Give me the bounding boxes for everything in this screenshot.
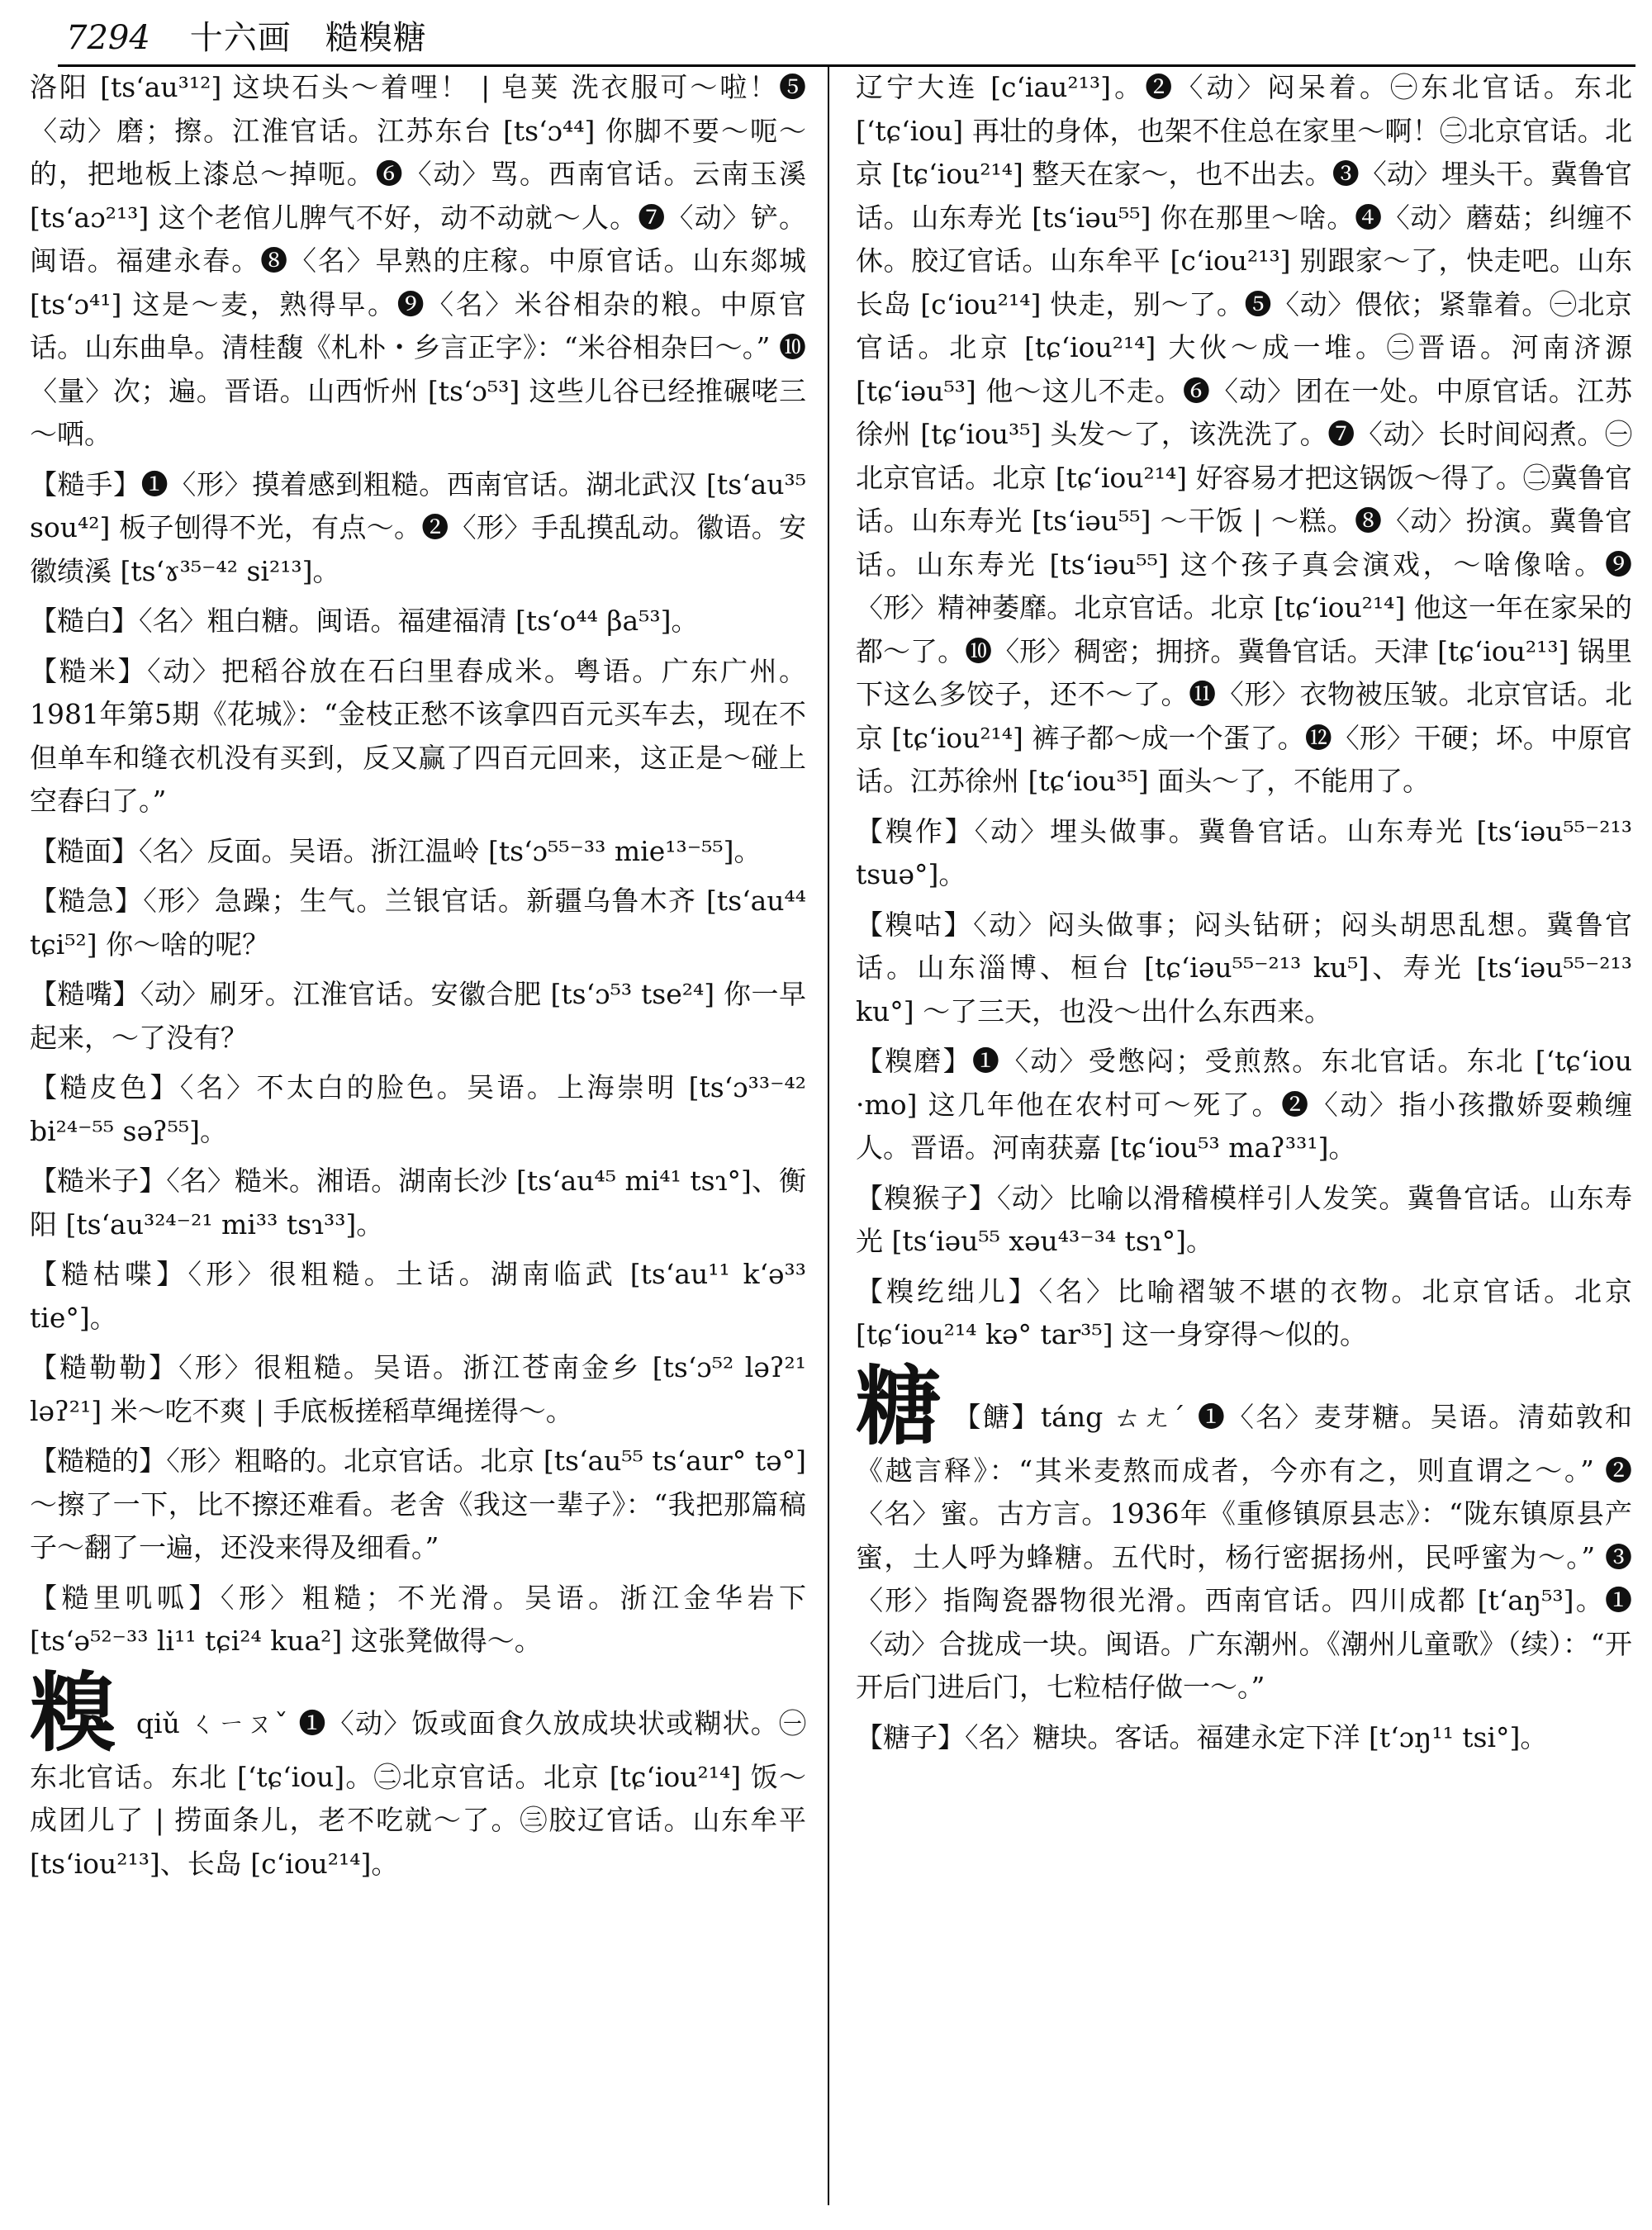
- entry-qiugechur: 【糗纥绌儿】〈名〉比喻褶皱不堪的衣物。北京官话。北京 [tɕʻiou²¹⁴ kə° tar³⁵] 这一身穿得～似的。: [856, 1274, 1632, 1350]
- entry-qiu-headword: 糗 qiǔ ㄑㄧㄡˇ ❶〈动〉饭或面食久放成块状或糊状。㊀东北官话。东北 [ʻtɕʻiou]。㊁北京官话。北京 [tɕʻiou²¹⁴] 饭～成团儿了 | 捞面条儿，老不吃就～了。㊂胶辽官话。山东牟平 [tsʻiou²¹³]、长岛 [cʻiou²¹⁴]。: [30, 1662, 806, 1880]
- entry-caopise: 【糙皮色】〈名〉不太白的脸色。吴语。上海崇明 [tsʻɔ³³⁻⁴² bi²⁴⁻⁵⁵ səʔ⁵⁵]。: [30, 1071, 806, 1147]
- entry-qiumo: 【糗磨】❶〈动〉受憋闷；受煎熬。东北官话。东北 [ʻtɕʻiou ·mo] 这几年他在农村可～死了。❷〈动〉指小孩撒娇耍赖缠人。晋语。河南获嘉 [tɕʻiou⁵³ maʔ³³¹]。: [856, 1045, 1632, 1164]
- entry-tang-headword: 糖 【餹】táng ㄊㄤˊ ❶〈名〉麦芽糖。吴语。清茹敦和《越言释》：“其米麦熬而成者，今亦有之，则直谓之～。” ❷〈名〉蜜。古方言。1936年《重修镇原县志》：“陇东镇原县产蜜，土人呼为蜂糖。五代时，杨行密据扬州，民呼蜜为～。” ❸〈形〉指陶瓷器物很光滑。西南官话。四川成都 [tʻaŋ⁵³]。❶〈动〉合拢成一块。闽语。广东潮州。《潮州儿童歌》（续）：“开开后门进后门，七粒桔仔做一～。”: [856, 1355, 1632, 1703]
- entry-tangzi: 【糖子】〈名〉糖块。客话。福建永定下洋 [tʻɔŋ¹¹ tsi°]。: [856, 1720, 1548, 1753]
- entry-caomian: 【糙面】〈名〉反面。吴语。浙江温岭 [tsʻɔ⁵⁵⁻³³ mie¹³⁻⁵⁵]。: [30, 834, 762, 867]
- entry-caocaode: 【糙糙的】〈形〉粗略的。北京官话。北京 [tsʻau⁵⁵ tsʻaur° tə°] ～擦了一下，比不擦还难看。老舍《我这一辈子》：“我把那篇稿子～翻了一遍，还没来得及细看。”: [30, 1445, 806, 1563]
- page-header: [66, 12, 427, 58]
- entry-qiuhouzi: 【糗猴子】〈动〉比喻以滑稽模样引人发笑。冀鲁官话。山东寿光 [tsʻiəu⁵⁵ xəu⁴³⁻³⁴ tsɿ°]。: [856, 1181, 1632, 1257]
- entry-caobai: 【糙白】〈名〉粗白糖。闽语。福建福清 [tsʻo⁴⁴ βa⁵³]。: [30, 605, 699, 637]
- headword-tang: 糖: [856, 1355, 944, 1457]
- entry-continuation: 洛阳 [tsʻau³¹²] 这块石头～着哩！ | 皂荚 洗衣服可～啦！❺〈动〉磨；擦。江淮官话。江苏东台 [tsʻɔ⁴⁴] 你脚不要～呃～的，把地板上漆总～掉呃。❻〈动〉骂。西南官话。云南玉溪 [tsʻaɔ²¹³] 这个老倌儿脾气不好，动不动就～人。❼〈动〉铲。闽语。福建永春。❽〈名〉早熟的庄稼。中原官话。山东郯城 [tsʻɔ⁴¹] 这是～麦，熟得早。❾〈名〉米谷相杂的粮。中原官话。山东曲阜。清桂馥《札朴・乡言正字》：“米谷相杂曰～。” ❿〈量〉次；遍。晋语。山西忻州 [tsʻɔ⁵³] 这些儿谷已经推碾咾三～哂。: [30, 71, 806, 450]
- entry-caoji: 【糙急】〈形〉急躁；生气。兰银官话。新疆乌鲁木齐 [tsʻau⁴⁴ tɕi⁵²] 你～啥的呢？: [30, 885, 806, 961]
- column-divider: [828, 66, 829, 2205]
- right-column: [856, 66, 1632, 1759]
- entry-caolele: 【糙勒勒】〈形〉很粗糙。吴语。浙江苍南金乡 [tsʻɔ⁵² ləʔ²¹ ləʔ²¹] 米～吃不爽 | 手底板搓稻草绳搓得～。: [30, 1351, 806, 1427]
- left-column: [30, 66, 806, 1886]
- entry-caomi: 【糙米】〈动〉把稻谷放在石臼里舂成米。粤语。广东广州。1981年第5期《花城》：“金枝正愁不该拿四百元买车去，现在不但单车和缝衣机没有买到，反又赢了四百元回来，这正是～碰上空舂臼了。”: [30, 654, 806, 817]
- entry-caozui: 【糙嘴】〈动〉刷牙。江淮官话。安徽合肥 [tsʻɔ⁵³ tse²⁴] 你一早起来，～了没有？: [30, 978, 806, 1054]
- entry-qiuzuo: 【糗作】〈动〉埋头做事。冀鲁官话。山东寿光 [tsʻiəu⁵⁵⁻²¹³ tsuə°]。: [856, 814, 1632, 890]
- headword-qiu: 糗: [30, 1662, 117, 1763]
- entry-caokudie: 【糙枯喋】〈形〉很粗糙。土话。湖南临武 [tsʻau¹¹ kʻə³³ tie°]。: [30, 1258, 806, 1334]
- page-number: 7294: [66, 19, 150, 57]
- entry-caolijigua: 【糙里叽呱】〈形〉粗糙；不光滑。吴语。浙江金华岩下 [tsʻə⁵²⁻³³ li¹¹ tɕi²⁴ kua²] 这张凳做得～。: [30, 1581, 806, 1657]
- entry-caomizi: 【糙米子】〈名〉糙米。湘语。湖南长沙 [tsʻau⁴⁵ mi⁴¹ tsɿ°]、衡阳 [tsʻau³²⁴⁻²¹ mi³³ tsɿ³³]。: [30, 1165, 806, 1241]
- entry-caoshou: 【糙手】❶〈形〉摸着感到粗糙。西南官话。湖北武汉 [tsʻau³⁵ sou⁴²] 板子刨得不光，有点～。❷〈形〉手乱摸乱动。徽语。安徽绩溪 [tsʻɤ³⁵⁻⁴² si²¹³]。: [30, 467, 806, 587]
- entry-qiugu: 【糗咕】〈动〉闷头做事；闷头钻研；闷头胡思乱想。冀鲁官话。山东淄博、桓台 [tɕʻiəu⁵⁵⁻²¹³ ku⁵]、寿光 [tsʻiəu⁵⁵⁻²¹³ ku°] ～了三天，也没～出什么东西来。: [856, 908, 1632, 1027]
- entry-qiu-continued: 辽宁大连 [cʻiau²¹³]。❷〈动〉闷呆着。㊀东北官话。东北 [ʻtɕʻiou] 再壮的身体，也架不住总在家里～啊！㊁北京官话。北京 [tɕʻiou²¹⁴] 整天在家～，也不出去。❸〈动〉埋头干。冀鲁官话。山东寿光 [tsʻiəu⁵⁵] 你在那里～啥。❹〈动〉蘑菇；纠缠不休。胶辽官话。山东牟平 [cʻiou²¹³] 别跟家～了，快走吧。山东长岛 [cʻiou²¹⁴] 快走，别～了。❺〈动〉偎依；紧靠着。㊀北京官话。北京 [tɕʻiou²¹⁴] 大伙～成一堆。㊁晋语。河南济源 [tɕʻiəu⁵³] 他～这儿不走。❻〈动〉团在一处。中原官话。江苏徐州 [tɕʻiou³⁵] 头发～了，该洗洗了。❼〈动〉长时间闷煮。㊀北京官话。北京 [tɕʻiou²¹⁴] 好容易才把这锅饭～得了。㊁冀鲁官话。山东寿光 [tsʻiəu⁵⁵] ～干饭 | ～糕。❽〈动〉扮演。冀鲁官话。山东寿光 [tsʻiəu⁵⁵] 这个孩子真会演戏，～啥像啥。❾〈形〉精神萎靡。北京官话。北京 [tɕʻiou²¹⁴] 他这一年在家呆的都～了。❿〈形〉稠密；拥挤。冀鲁官话。天津 [tɕʻiou²¹³] 锅里下这么多饺子，还不～了。⓫〈形〉衣物被压皱。北京官话。北京 [tɕʻiou²¹⁴] 裤子都～成一个蛋了。⓬〈形〉干硬；坏。中原官话。江苏徐州 [tɕʻiou³⁵] 面头～了，不能用了。: [856, 71, 1632, 797]
- running-head: 十六画 糙糗糖: [189, 19, 427, 57]
